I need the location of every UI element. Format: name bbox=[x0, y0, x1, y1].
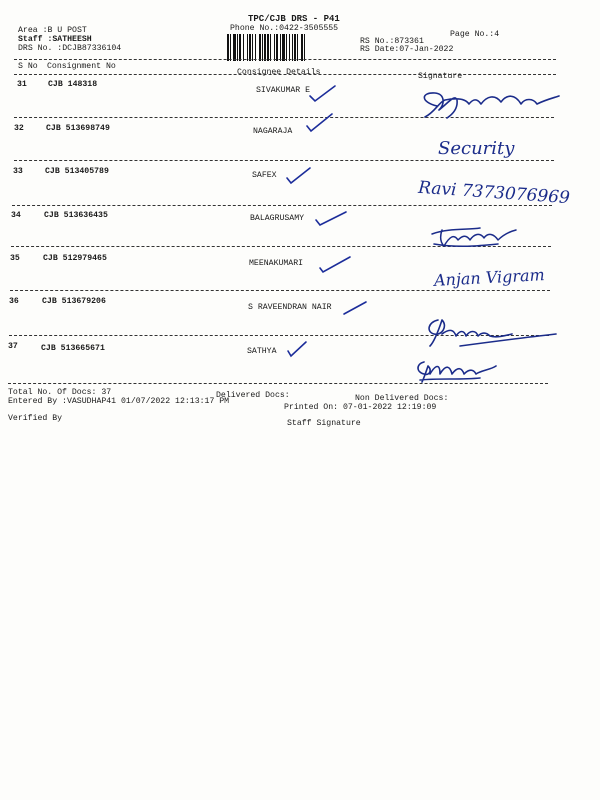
tick-mark bbox=[285, 166, 313, 186]
drs-number: DRS No. :DCJB87336104 bbox=[18, 44, 122, 53]
row-sno: 36 bbox=[9, 297, 19, 306]
non-delivered-docs: Non Delivered Docs: bbox=[355, 394, 449, 403]
tick-mark bbox=[305, 112, 335, 134]
tick-mark bbox=[308, 84, 338, 104]
handwriting-anjan: Anjan Vigram bbox=[433, 265, 546, 290]
row-consignee: SIVAKUMAR E bbox=[256, 86, 311, 95]
signature-row-37 bbox=[410, 352, 520, 384]
phone-number: Phone No.:0422-3505555 bbox=[230, 24, 339, 33]
row-consignee: SATHYA bbox=[247, 347, 277, 356]
printed-on: Printed On: 07-01-2022 12:19:09 bbox=[284, 403, 437, 412]
footer-rule bbox=[8, 383, 548, 384]
row-consignee: BALAGRUSAMY bbox=[250, 214, 305, 223]
header-rule-top bbox=[14, 59, 556, 60]
sheet-title: TPC/CJB DRS - P41 bbox=[248, 14, 340, 24]
page-number: Page No.:4 bbox=[450, 30, 500, 39]
column-consignee: Consignee Details bbox=[237, 68, 321, 77]
row-sno: 31 bbox=[17, 80, 27, 89]
total-docs: Total No. Of Docs: 37 bbox=[8, 388, 112, 397]
row-sno: 32 bbox=[14, 124, 24, 133]
row-sno: 35 bbox=[10, 254, 20, 263]
row-divider bbox=[10, 290, 550, 291]
tick-mark bbox=[342, 300, 368, 318]
signature-row-31 bbox=[415, 84, 565, 126]
row-consignee: MEENAKUMARI bbox=[249, 259, 304, 268]
tick-mark bbox=[318, 254, 352, 274]
rs-number: RS No.:873361 bbox=[360, 37, 424, 46]
staff: Staff :SATHEESH bbox=[18, 35, 92, 44]
row-consignment: CJB 512979465 bbox=[43, 254, 107, 263]
header-rule-bottom bbox=[14, 74, 556, 75]
row-consignment: CJB 148318 bbox=[48, 80, 98, 89]
delivered-docs: Delivered Docs: bbox=[216, 391, 290, 400]
row-sno: 37 bbox=[8, 342, 18, 351]
row-consignee: NAGARAJA bbox=[253, 127, 293, 136]
row-sno: 34 bbox=[11, 211, 21, 220]
signature-row-36 bbox=[420, 312, 560, 352]
row-consignment: CJB 513665671 bbox=[41, 344, 105, 353]
verified-by: Verified By bbox=[8, 414, 63, 423]
row-consignment: CJB 513405789 bbox=[45, 167, 109, 176]
column-consignment: Consignment No bbox=[47, 62, 116, 71]
handwriting-security: Security bbox=[438, 138, 515, 159]
row-consignment: CJB 513679206 bbox=[42, 297, 106, 306]
row-sno: 33 bbox=[13, 167, 23, 176]
tick-mark bbox=[314, 210, 348, 228]
column-sno: S No bbox=[18, 62, 38, 71]
row-consignment: CJB 513636435 bbox=[44, 211, 108, 220]
row-divider bbox=[12, 205, 552, 206]
column-signature: Signature bbox=[418, 72, 463, 81]
tick-mark bbox=[286, 340, 308, 358]
area: Area :B U POST bbox=[18, 26, 87, 35]
row-consignee: S RAVEENDRAN NAIR bbox=[248, 303, 332, 312]
rs-date: RS Date:07-Jan-2022 bbox=[360, 45, 454, 54]
entered-by: Entered By :VASUDHAP41 01/07/2022 12:13:17 PM bbox=[8, 397, 230, 406]
handwriting-phone-note: Ravi 7373076969 bbox=[417, 177, 571, 209]
row-consignee: SAFEX bbox=[252, 171, 277, 180]
row-consignment: CJB 513698749 bbox=[46, 124, 110, 133]
row-divider bbox=[14, 160, 554, 161]
staff-signature: Staff Signature bbox=[287, 419, 361, 428]
signature-row-34 bbox=[428, 222, 523, 252]
barcode bbox=[227, 34, 356, 61]
